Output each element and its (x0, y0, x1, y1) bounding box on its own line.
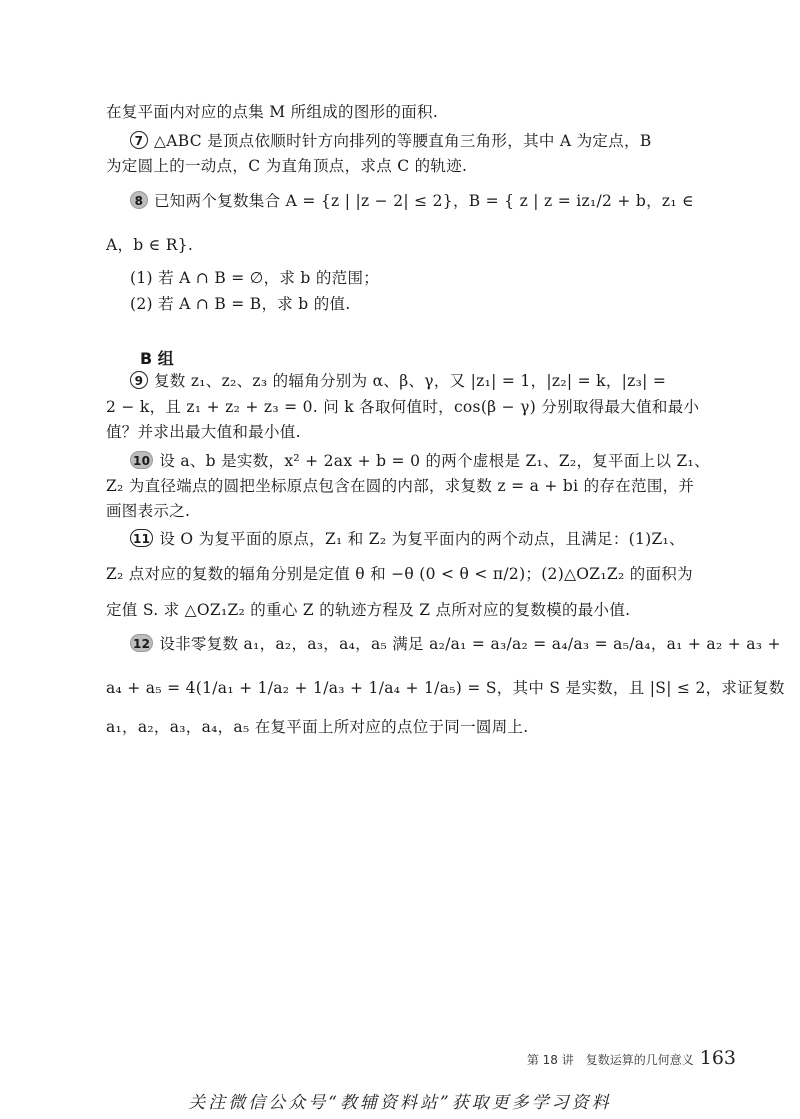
problem-8: 8 已知两个复数集合 A = {z | |z − 2| ≤ 2}，B = { z | z = iz₁/2 + b，z₁ ∈ (130, 190, 720, 212)
text-line: (2) 若 A ∩ B = B，求 b 的值. (130, 295, 351, 313)
text-line: 值？并求出最大值和最小值. (106, 423, 301, 441)
problem-number: 12 (130, 634, 153, 652)
watermark-text: 关注微信公众号“教辅资料站”获取更多学习资料 (188, 1093, 612, 1113)
problem-7: 7 △ABC 是顶点依顺时针方向排列的等腰直角三角形，其中 A 为定点，B (130, 130, 720, 152)
chapter-title: 第 18 讲 复数运算的几何意义 (526, 1053, 694, 1067)
text-line: 定值 S. 求 △OZ₁Z₂ 的重心 Z 的轨迹方程及 Z 点所对应的复数模的最小值. (106, 601, 631, 619)
text-line: Z₂ 为直径端点的圆把坐标原点包含在圆的内部，求复数 z = a + bi 的存在范围，并 (106, 477, 695, 495)
problem-number: 8 (130, 191, 148, 209)
problem-number: 7 (130, 131, 148, 149)
text-line: a₄ + a₅ = 4(1/a₁ + 1/a₂ + 1/a₃ + 1/a₄ + 1/a₅) = S，其中 S 是实数，且 |S| ≤ 2，求证复数 (106, 679, 785, 697)
text-line: (1) 若 A ∩ B = ∅，求 b 的范围； (130, 269, 380, 287)
problem-number: 10 (130, 451, 153, 469)
section-title: B 组 (140, 349, 174, 368)
text-line: 2 − k，且 z₁ + z₂ + z₃ = 0. 问 k 各取何值时，cos(β − γ) 分别取得最大值和最小 (106, 398, 700, 416)
page-footer (527, 1047, 736, 1069)
problem-number: 11 (130, 529, 153, 547)
text-line: Z₂ 点对应的复数的辐角分别是定值 θ 和 −θ (0 < θ < π/2)；(2)△OZ₁Z₂ 的面积为 (106, 565, 693, 583)
problem-number: 9 (130, 371, 148, 389)
text-line: 在复平面内对应的点集 M 所组成的图形的面积. (106, 103, 439, 121)
problem-10: 10 设 a、b 是实数，x² + 2ax + b = 0 的两个虚根是 Z₁、Z₂，复平面上以 Z₁、 (130, 450, 720, 472)
problem-11: 11 设 O 为复平面的原点，Z₁ 和 Z₂ 为复平面内的两个动点，且满足：(1)Z₁、 (130, 528, 720, 550)
problem-9: 9 复数 z₁、z₂、z₃ 的辐角分别为 α、β、γ，又 |z₁| = 1，|z₂| = k，|z₃| = (130, 370, 720, 392)
text-line: A，b ∈ R}. (106, 236, 194, 254)
text-line: 为定圆上的一动点，C 为直角顶点，求点 C 的轨迹. (106, 157, 468, 175)
problem-12: 12 设非零复数 a₁，a₂，a₃，a₄，a₅ 满足 a₂/a₁ = a₃/a₂ = a₄/a₃ = a₅/a₄，a₁ + a₂ + a₃ + (130, 633, 720, 655)
text-line: 画图表示之. (106, 502, 191, 520)
text-line: a₁，a₂，a₃，a₄，a₅ 在复平面上所对应的点位于同一圆周上. (106, 718, 529, 736)
page-number: 163 (699, 1047, 736, 1069)
